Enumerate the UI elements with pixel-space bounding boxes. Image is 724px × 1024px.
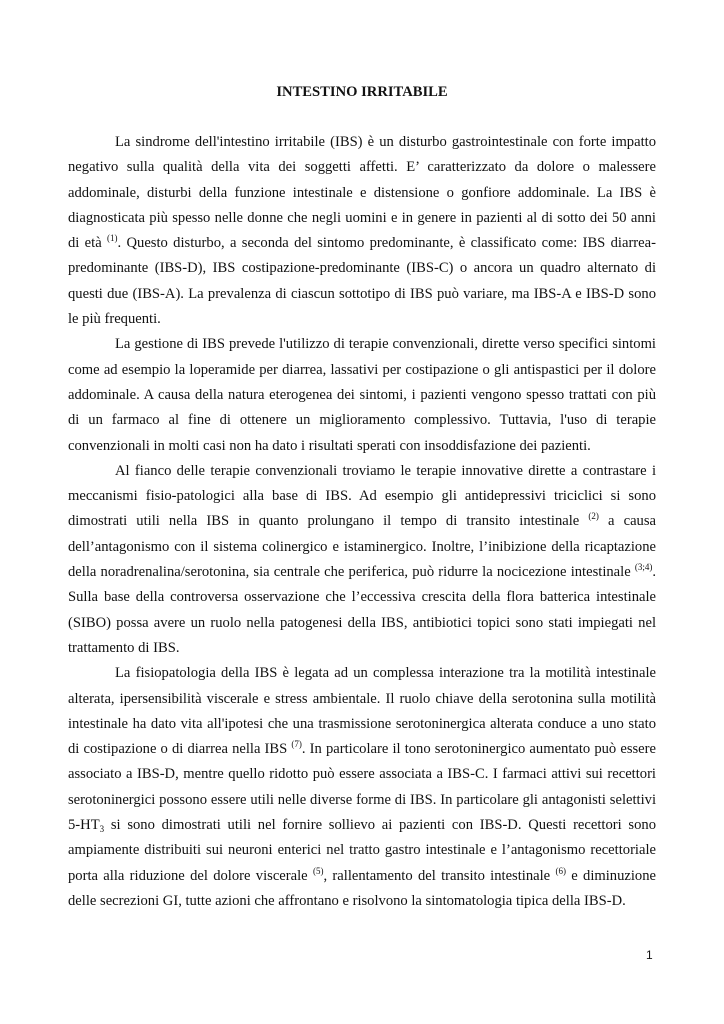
paragraph (68, 661, 656, 914)
paragraph-text: La gestione di IBS prevede l'utilizzo di terapie convenzionali, dirette verso specifici sintomi come ad esempio la loperamide per diarrea, lassativi per costipazione o gli antispastici per il dolore addominale. A causa della natura eterogenea dei sintomi, i pazienti vengono spesso trattati con più di un farmaco al fine di ottenere un miglioramento complessivo. Tuttavia, l'uso di terapie convenzionali in molti casi non ha dato i risultati sperati con insoddisfazione dei pazienti. (68, 336, 656, 454)
document-title: INTESTINO IRRITABILE (276, 84, 448, 100)
paragraph-text: La fisiopatologia della IBS è legata ad un complessa interazione tra la motilità intestinale alterata, ipersensibilità viscerale e stress ambientale. Il ruolo chiave della serotonina sulla motilità intestinale ha dato vita all'ipotesi che una trasmissione serotoninergica alterata conduce a uno stato di costipazione o di diarrea nella IBS (68, 665, 656, 758)
paragraph-text: a causa dell’antagonismo con il sistema colinergico e istaminergico. Inoltre, l’inibizione della ricaptazione della noradrenalina/serotonina, sia centrale che periferica, può ridurre la nocicezione intestinale (68, 513, 657, 581)
citation-marker: (5) (312, 865, 324, 876)
paragraph-text: Al fianco delle terapie convenzionali troviamo le terapie innovative dirette a contrastare i meccanismi fisio-patologici alla base di IBS. Ad esempio gli antidepressivi triciclici si sono dimostrati utili nella IBS in quanto prolungano il tempo di transito intestinale (68, 462, 656, 530)
paragraph-text: . Sulla base della controversa osservazione che l’eccessiva crescita della flora batterica intestinale (SIBO) possa avere un ruolo nella patogenesi della IBS, antibiotici topici sono stati impiegati nel trattamento di IBS. (68, 564, 656, 656)
citation-marker: (7) (291, 739, 302, 750)
subscript: 3 (99, 824, 105, 835)
paragraph-text: , rallentamento del transito intestinale (323, 867, 556, 884)
paragraph-text: e diminuzione delle secrezioni GI, tutte azioni che affrontano e risolvono la sintomatologia tipica della IBS-D. (68, 867, 656, 909)
citation-marker: (3;4) (634, 562, 653, 573)
paragraph (68, 332, 656, 458)
paragraph (68, 130, 656, 332)
paragraph-text: . In particolare il tono serotoninergico aumentato può essere associato a IBS-D, mentre quello ridotto può essere associata a IBS-C. I farmaci attivi sui recettori serotoninergici possono essere utili nelle diverse forme di IBS. In particolare gli antagonisti selettivi 5-HT (68, 741, 656, 834)
page-number: 1 (646, 948, 653, 962)
paragraph-text: La sindrome dell'intestino irritabile (IBS) è un disturbo gastrointestinale con forte impatto negativo sulla qualità della vita dei soggetti affetti. E’ caratterizzato da dolore o malessere addominale, disturbi della funzione intestinale e distensione o gonfiore addominale. La IBS è diagnosticata più spesso nelle donne che negli uomini e in genere in pazienti al di sotto dei 50 anni di età (68, 134, 656, 252)
citation-marker: (1) (107, 233, 118, 244)
citation-marker: (6) (555, 865, 566, 876)
paragraph (68, 459, 656, 661)
paragraph-text: . Questo disturbo, a seconda del sintomo predominante, è classificato come: IBS diarrea-predominante (IBS-D), IBS costipazione-predominante (IBS-C) o ancora un quadro alternato di questi due (IBS-A). La prevalenza di ciascun sottotipo di IBS può variare, ma IBS-A e IBS-D sono le più frequenti. (68, 235, 656, 328)
citation-marker: (2) (588, 511, 599, 522)
paragraph-text: si sono dimostrati utili nel fornire sollievo ai pazienti con IBS-D. Questi recettori sono ampiamente distribuiti sui neuroni enterici nel tratto gastro intestinale e l’antagonismo recettoriale porta alla riduzione del dolore viscerale (68, 817, 656, 884)
document-body (68, 130, 656, 914)
